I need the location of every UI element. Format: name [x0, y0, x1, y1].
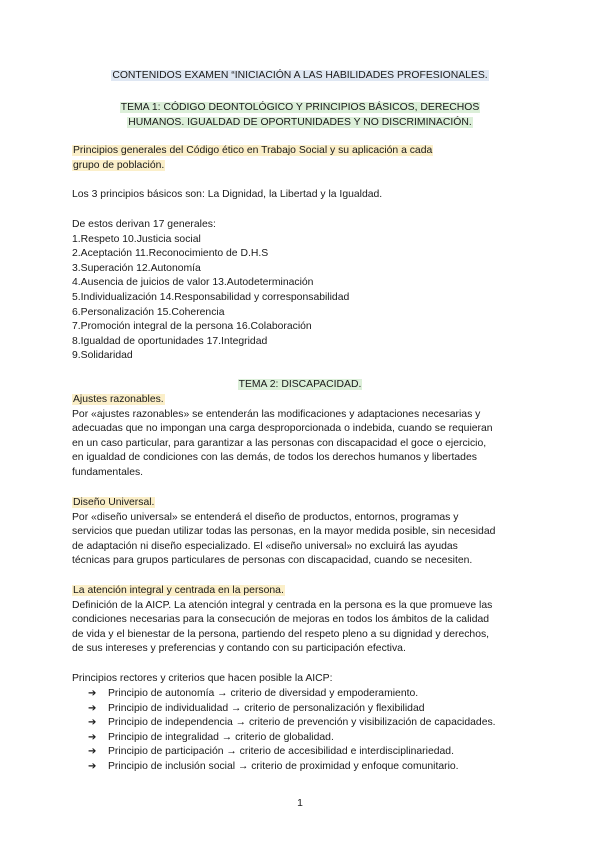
principle-row: 5.Individualización 14.Responsabilidad y corresponsabilidad	[72, 291, 350, 303]
atencion-section	[72, 584, 542, 657]
atencion-line: Definición de la AICP. La atención integral y centrada en la persona es la que promueve las	[72, 599, 493, 611]
arrow-bullet-icon: ➔	[88, 688, 97, 699]
list-item	[88, 760, 548, 775]
principle-row: 8.Igualdad de oportunidades 17.Integridad	[72, 335, 268, 347]
ajustes-section	[72, 393, 542, 481]
list-item-text: Principio de individualidad → criterio de personalización y flexibilidad	[108, 702, 425, 714]
diseno-line: Por «diseño universal» se entenderá el diseño de productos, entornos, programas y	[72, 511, 459, 523]
page-number: 1	[297, 798, 303, 809]
ajustes-line: Por «ajustes razonables» se entenderán las modificaciones y adaptaciones necesarias y	[72, 408, 481, 420]
atencion-line: condiciones necesarias para la consecución de mejoras en todos los ámbitos de la calidad	[72, 614, 490, 626]
aicp-principles-intro: Principios rectores y criterios que hacen posible la AICP:	[72, 673, 333, 684]
ajustes-subtitle: Ajustes razonables.	[73, 394, 164, 405]
document-title-text: CONTENIDOS EXAMEN “INICIACIÓN A LAS HABILIDADES PROFESIONALES.	[112, 70, 488, 81]
atencion-line: de sus intereses y preferencias y contando con su participación efectiva.	[72, 643, 406, 655]
list-item-text: Principio de autonomía → criterio de diversidad y empoderamiento.	[108, 688, 419, 699]
arrow-bullet-icon: ➔	[88, 746, 97, 758]
ajustes-line: fundamentales.	[72, 466, 144, 478]
diseno-subtitle: Diseño Universal.	[73, 497, 155, 508]
tema2-heading-text: TEMA 2: DISCAPACIDAD.	[238, 379, 362, 390]
principle-row: 4.Ausencia de juicios de valor 13.Autodeterminación	[72, 277, 314, 289]
list-item	[88, 702, 548, 717]
atencion-subtitle: La atención integral y centrada en la persona.	[73, 585, 284, 596]
list-item-text: Principio de independencia → criterio de prevención y visibilización de capacidades.	[108, 717, 496, 729]
principle-row: 7.Promoción integral de la persona 16.Colaboración	[72, 321, 312, 333]
tema1-heading-line2: HUMANOS. IGUALDAD DE OPORTUNIDADES Y NO DISCRIMINACIÓN.	[128, 117, 472, 128]
tema1-subtitle-line1: Principios generales del Código ético en Trabajo Social y su aplicación a cada	[73, 145, 433, 156]
list-item-text: Principio de inclusión social → criterio de proximidad y enfoque comunitario.	[108, 760, 459, 772]
list-item-text: Principio de integralidad → criterio de globalidad.	[108, 731, 334, 743]
principle-row: 2.Aceptación 11.Reconocimiento de D.H.S	[72, 248, 269, 260]
diseno-line: técnicas para grupos particulares de personas con discapacidad, cuando se necesiten.	[72, 555, 473, 567]
tema1-heading	[0, 100, 600, 130]
diseno-line: servicios que puedan utilizar todas las personas, en la mayor medida posible, sin necesidad	[72, 526, 496, 538]
tema1-subtitle-line2: grupo de población.	[73, 159, 165, 171]
arrow-bullet-icon: ➔	[88, 760, 97, 772]
arrow-bullet-icon: ➔	[88, 702, 97, 714]
derived-intro: De estos derivan 17 generales:	[72, 219, 216, 230]
atencion-line: de vida y el bienestar de la persona, partiendo del respeto pleno a su dignidad y derechos,	[72, 628, 490, 640]
list-item	[88, 687, 548, 702]
tema2-heading	[0, 378, 600, 393]
principle-row: 3.Superación 12.Autonomía	[72, 262, 201, 274]
principle-row: 9.Solidaridad	[72, 350, 133, 362]
ajustes-line: adecuadas que no impongan una carga desproporcionada o indebida, cuando se requieran	[72, 423, 493, 435]
tema1-subtitle	[72, 144, 542, 173]
ajustes-line: en igualdad de condiciones con las demás, de todos los derechos humanos y libertades	[72, 452, 477, 464]
diseno-line: de adaptación ni diseño especializado. El «diseño universal» no excluirá las ayudas	[72, 540, 458, 552]
tema1-heading-line1: TEMA 1: CÓDIGO DEONTOLÓGICO Y PRINCIPIOS BÁSICOS, DERECHOS	[120, 102, 480, 113]
principles-list	[72, 218, 542, 364]
principle-row: 1.Respeto 10.Justicia social	[72, 233, 201, 245]
list-item	[88, 745, 548, 760]
document-title	[0, 69, 600, 84]
arrow-bullet-icon: ➔	[88, 717, 97, 729]
arrow-bullet-icon: ➔	[88, 731, 97, 743]
list-item	[88, 716, 548, 731]
aicp-principles-list	[88, 687, 548, 775]
diseno-section	[72, 496, 542, 569]
ajustes-line: en un caso particular, para garantizar a las personas con discapacidad el goce o ejercicio,	[72, 437, 487, 449]
list-item	[88, 731, 548, 746]
basic-principles-text: Los 3 principios básicos son: La Dignidad, la Libertad y la Igualdad.	[72, 189, 383, 200]
list-item-text: Principio de participación → criterio de accesibilidad e interdisciplinariedad.	[108, 746, 454, 758]
principle-row: 6.Personalización 15.Coherencia	[72, 306, 225, 318]
